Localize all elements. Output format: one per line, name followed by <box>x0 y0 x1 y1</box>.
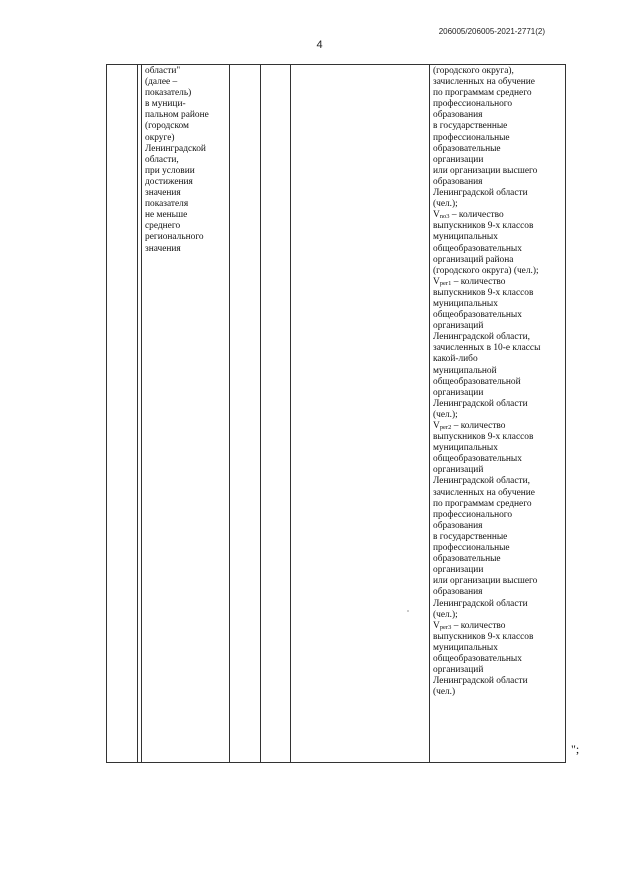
text-line: по программам среднего <box>433 88 532 99</box>
text-line: выпускников 9-х классов <box>433 287 534 298</box>
text-line: организаций района <box>433 254 514 265</box>
text-line: организации <box>433 154 484 165</box>
text-line: Ленинградской <box>145 143 206 154</box>
text-line: муниципальной <box>433 365 497 376</box>
variable-v-per3: $V_{per3}$ – количество <box>433 620 506 631</box>
description-block-a <box>433 66 562 210</box>
text-line: организации <box>433 565 484 576</box>
document-code: 206005/206005-2021-2771(2) <box>438 27 545 36</box>
text-line: в государственные <box>433 531 508 542</box>
text-line: или организации высшего <box>433 165 538 176</box>
text-line: образования <box>433 110 483 121</box>
text-line: организации <box>433 387 484 398</box>
text-line: по программам среднего <box>433 498 532 509</box>
text-line: общеобразовательных <box>433 310 522 321</box>
closing-quote-mark: "; <box>571 742 580 756</box>
indicator-name-text <box>145 66 226 255</box>
text-line: образования <box>433 520 483 531</box>
table-cell-1 <box>107 65 138 763</box>
text-line: области, <box>145 154 179 165</box>
text-line: муниципальных <box>433 298 498 309</box>
text-line: Ленинградской области, <box>433 476 530 487</box>
text-line: образовательные <box>433 143 501 154</box>
indicator-name-cell <box>142 65 230 763</box>
text-line: профессионального <box>433 509 513 520</box>
text-line: среднего <box>145 221 181 232</box>
table-cell-4 <box>230 65 261 763</box>
text-line: в муници- <box>145 99 186 110</box>
text-line: муниципальных <box>433 443 498 454</box>
table-cell-5 <box>261 65 291 763</box>
text-line: значения <box>145 188 181 199</box>
text-line: (чел.); <box>433 199 458 210</box>
formula-description-cell <box>430 65 566 763</box>
text-line: общеобразовательных <box>433 243 522 254</box>
text-line: (городского округа), <box>433 66 514 76</box>
text-line: при условии <box>145 165 195 176</box>
text-line: достижения <box>145 176 193 187</box>
text-line: выпускников 9-х классов <box>433 631 534 642</box>
description-block-d <box>433 432 562 621</box>
variable-v-per2: $V_{per2}$ – количество <box>433 421 506 431</box>
variable-v-no3: $V_{no3}$ – количество <box>433 210 504 221</box>
text-line: выпускников 9-х классов <box>433 432 534 443</box>
text-line: образовательные <box>433 554 501 565</box>
text-line: или организации высшего <box>433 576 538 587</box>
text-line: в государственные <box>433 121 508 132</box>
scan-speck <box>407 610 409 612</box>
description-block-c <box>433 288 562 421</box>
table-cell-6 <box>291 65 430 763</box>
text-line: (городского округа) (чел.); <box>433 265 539 276</box>
text-line: (далее – <box>145 77 178 88</box>
text-line: Ленинградской области, <box>433 332 530 343</box>
text-line: Ленинградской области <box>433 188 528 199</box>
text-line: пальном районе <box>145 110 209 121</box>
indicator-table <box>106 64 566 763</box>
text-line: зачисленных на обучение <box>433 77 535 88</box>
text-line: Ленинградской области <box>433 676 528 687</box>
text-line: показатель) <box>145 88 192 99</box>
text-line: значения <box>145 243 181 254</box>
text-line: общеобразовательных <box>433 653 522 664</box>
text-line: образования <box>433 587 483 598</box>
text-line: общеобразовательной <box>433 376 521 387</box>
text-line: Ленинградской области <box>433 598 528 609</box>
text-line: муниципальных <box>433 642 498 653</box>
text-line: Ленинградской области <box>433 398 528 409</box>
text-line: муниципальных <box>433 232 498 243</box>
text-line: регионального <box>145 232 204 243</box>
text-line: показателя <box>145 199 189 210</box>
text-line: зачисленных на обучение <box>433 487 535 498</box>
description-block-e <box>433 632 562 699</box>
text-line: не меньше <box>145 210 188 221</box>
text-line: области" <box>145 66 181 76</box>
table-row <box>107 65 566 763</box>
text-line: какой-либо <box>433 354 478 365</box>
text-line: организаций <box>433 321 484 332</box>
text-line: профессиональные <box>433 132 510 143</box>
text-line: (чел.); <box>433 609 458 620</box>
text-line: образования <box>433 176 483 187</box>
variable-v-per1: $V_{per1}$ – количество <box>433 276 506 287</box>
description-block-b <box>433 221 562 276</box>
text-line: общеобразовательных <box>433 454 522 465</box>
text-line: выпускников 9-х классов <box>433 221 534 232</box>
text-line: (чел.); <box>433 409 458 420</box>
text-line: (городском <box>145 121 189 132</box>
text-line: округе) <box>145 132 175 143</box>
text-line: организаций <box>433 665 484 676</box>
text-line: зачисленных в 10-е классы <box>433 343 541 354</box>
text-line: профессионального <box>433 99 513 110</box>
text-line: организаций <box>433 465 484 476</box>
text-line: (чел.) <box>433 687 456 698</box>
text-line: профессиональные <box>433 543 510 554</box>
page-number: 4 <box>316 39 323 51</box>
